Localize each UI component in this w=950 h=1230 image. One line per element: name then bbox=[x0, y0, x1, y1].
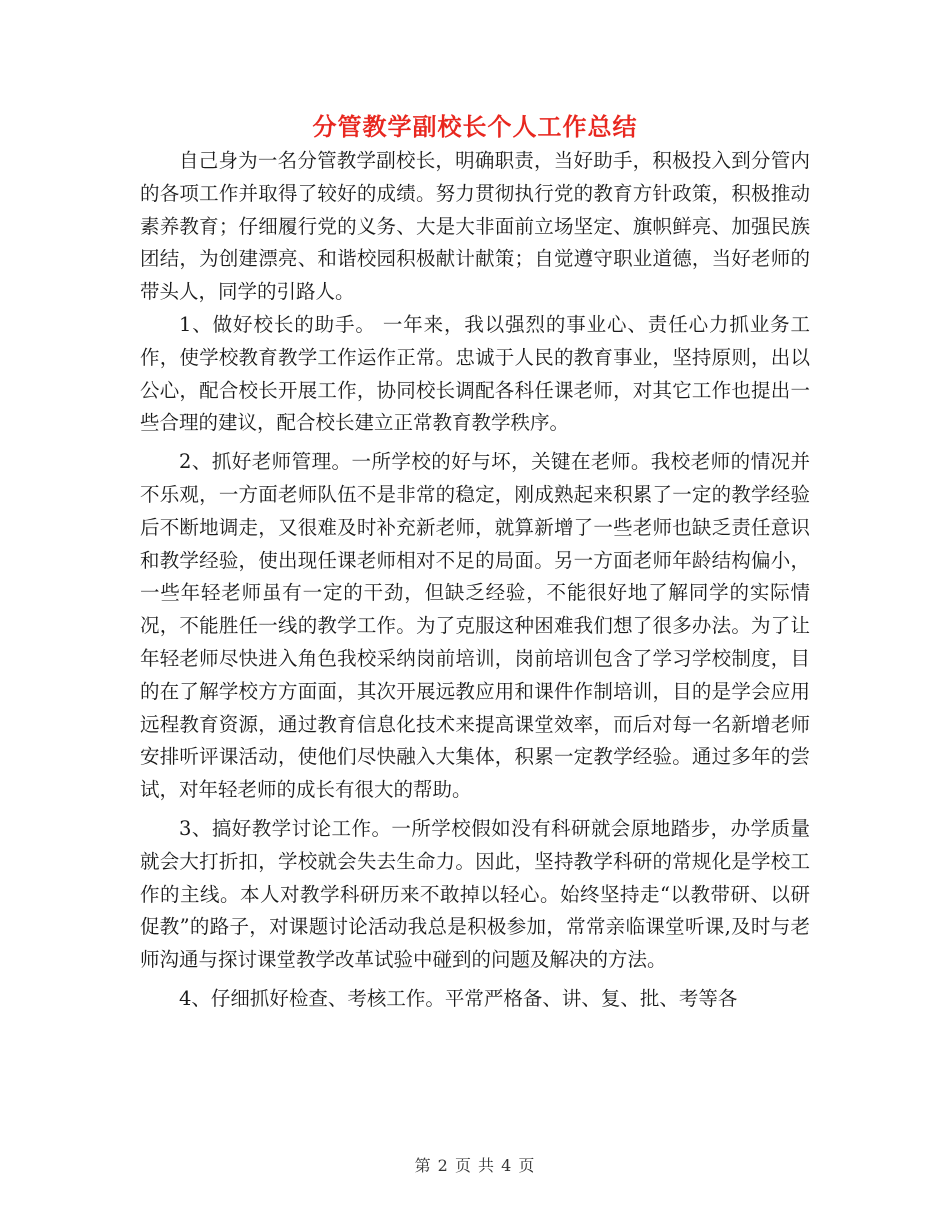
document-title: 分管教学副校长个人工作总结 bbox=[312, 112, 638, 141]
paragraph-inspection: 4、仔细抓好检查、考核工作。平常严格备、讲、复、批、考等各 bbox=[179, 986, 738, 1010]
paragraph-intro: 自己身为一名分管教学副校长，明确职责，当好助手，积极投入到分管内的各项工作并取得了较好的成绩。努力贯彻执行党的教育方针政策，积极推动素养教育；仔细履行党的义务、大是大非面前立场坚定、旗帜鲜亮、加强民族团结，为创建漂亮、和谐校园积极献计献策；自觉遵守职业道德，当好老师的带头人，同学的引路人。 bbox=[140, 149, 810, 304]
paragraph-teacher-management: 2、抓好老师管理。一所学校的好与坏，关键在老师。我校老师的情况并不乐观，一方面老师队伍不是非常的稳定，刚成熟起来积累了一定的教学经验后不断地调走，又很难及时补充新老师，就算新增了一些老师也缺乏责任意识和教学经验，使出现任课老师相对不足的局面。另一方面老师年龄结构偏小，一些年轻老师虽有一定的干劲，但缺乏经验，不能很好地了解同学的实际情况，不能胜任一线的教学工作。为了克服这种困难我们想了很多办法。为了让年轻老师尽快进入角色我校采纳岗前培训，岗前培训包含了学习学校制度，目的在了解学校方方面面，其次开展远教应用和课件作制培训，目的是学会应用远程教育资源，通过教育信息化技术来提高课堂效率，而后对每一名新增老师安排听评课活动，使他们尽快融入大集体，积累一定教学经验。通过多年的尝试，对年轻老师的成长有很大的帮助。 bbox=[140, 450, 810, 802]
paragraph-teaching-research: 3、搞好教学讨论工作。一所学校假如没有科研就会原地踏步，办学质量就会大打折扣，学校就会失去生命力。因此，坚持教学科研的常规化是学校工作的主线。本人对教学科研历来不敢掉以轻心。始终坚持走“以教带研、以研促教”的路子，对课题讨论活动我总是积极参加，常常亲临课堂听课,及时与老师沟通与探讨课堂教学改革试验中碰到的问题及解决的方法。 bbox=[140, 816, 810, 972]
paragraph-assist-principal: 1、做好校长的助手。 一年来，我以强烈的事业心、责任心力抓业务工作，使学校教育教学工作运作正常。忠诚于人民的教育事业，坚持原则，出以公心，配合校长开展工作，协同校长调配各科任课老师，对其它工作也提出一些合理的建议，配合校长建立正常教育教学秩序。 bbox=[140, 312, 810, 435]
document-body bbox=[140, 145, 810, 1016]
page-number-footer: 第 2 页 共 4 页 bbox=[414, 1156, 536, 1175]
